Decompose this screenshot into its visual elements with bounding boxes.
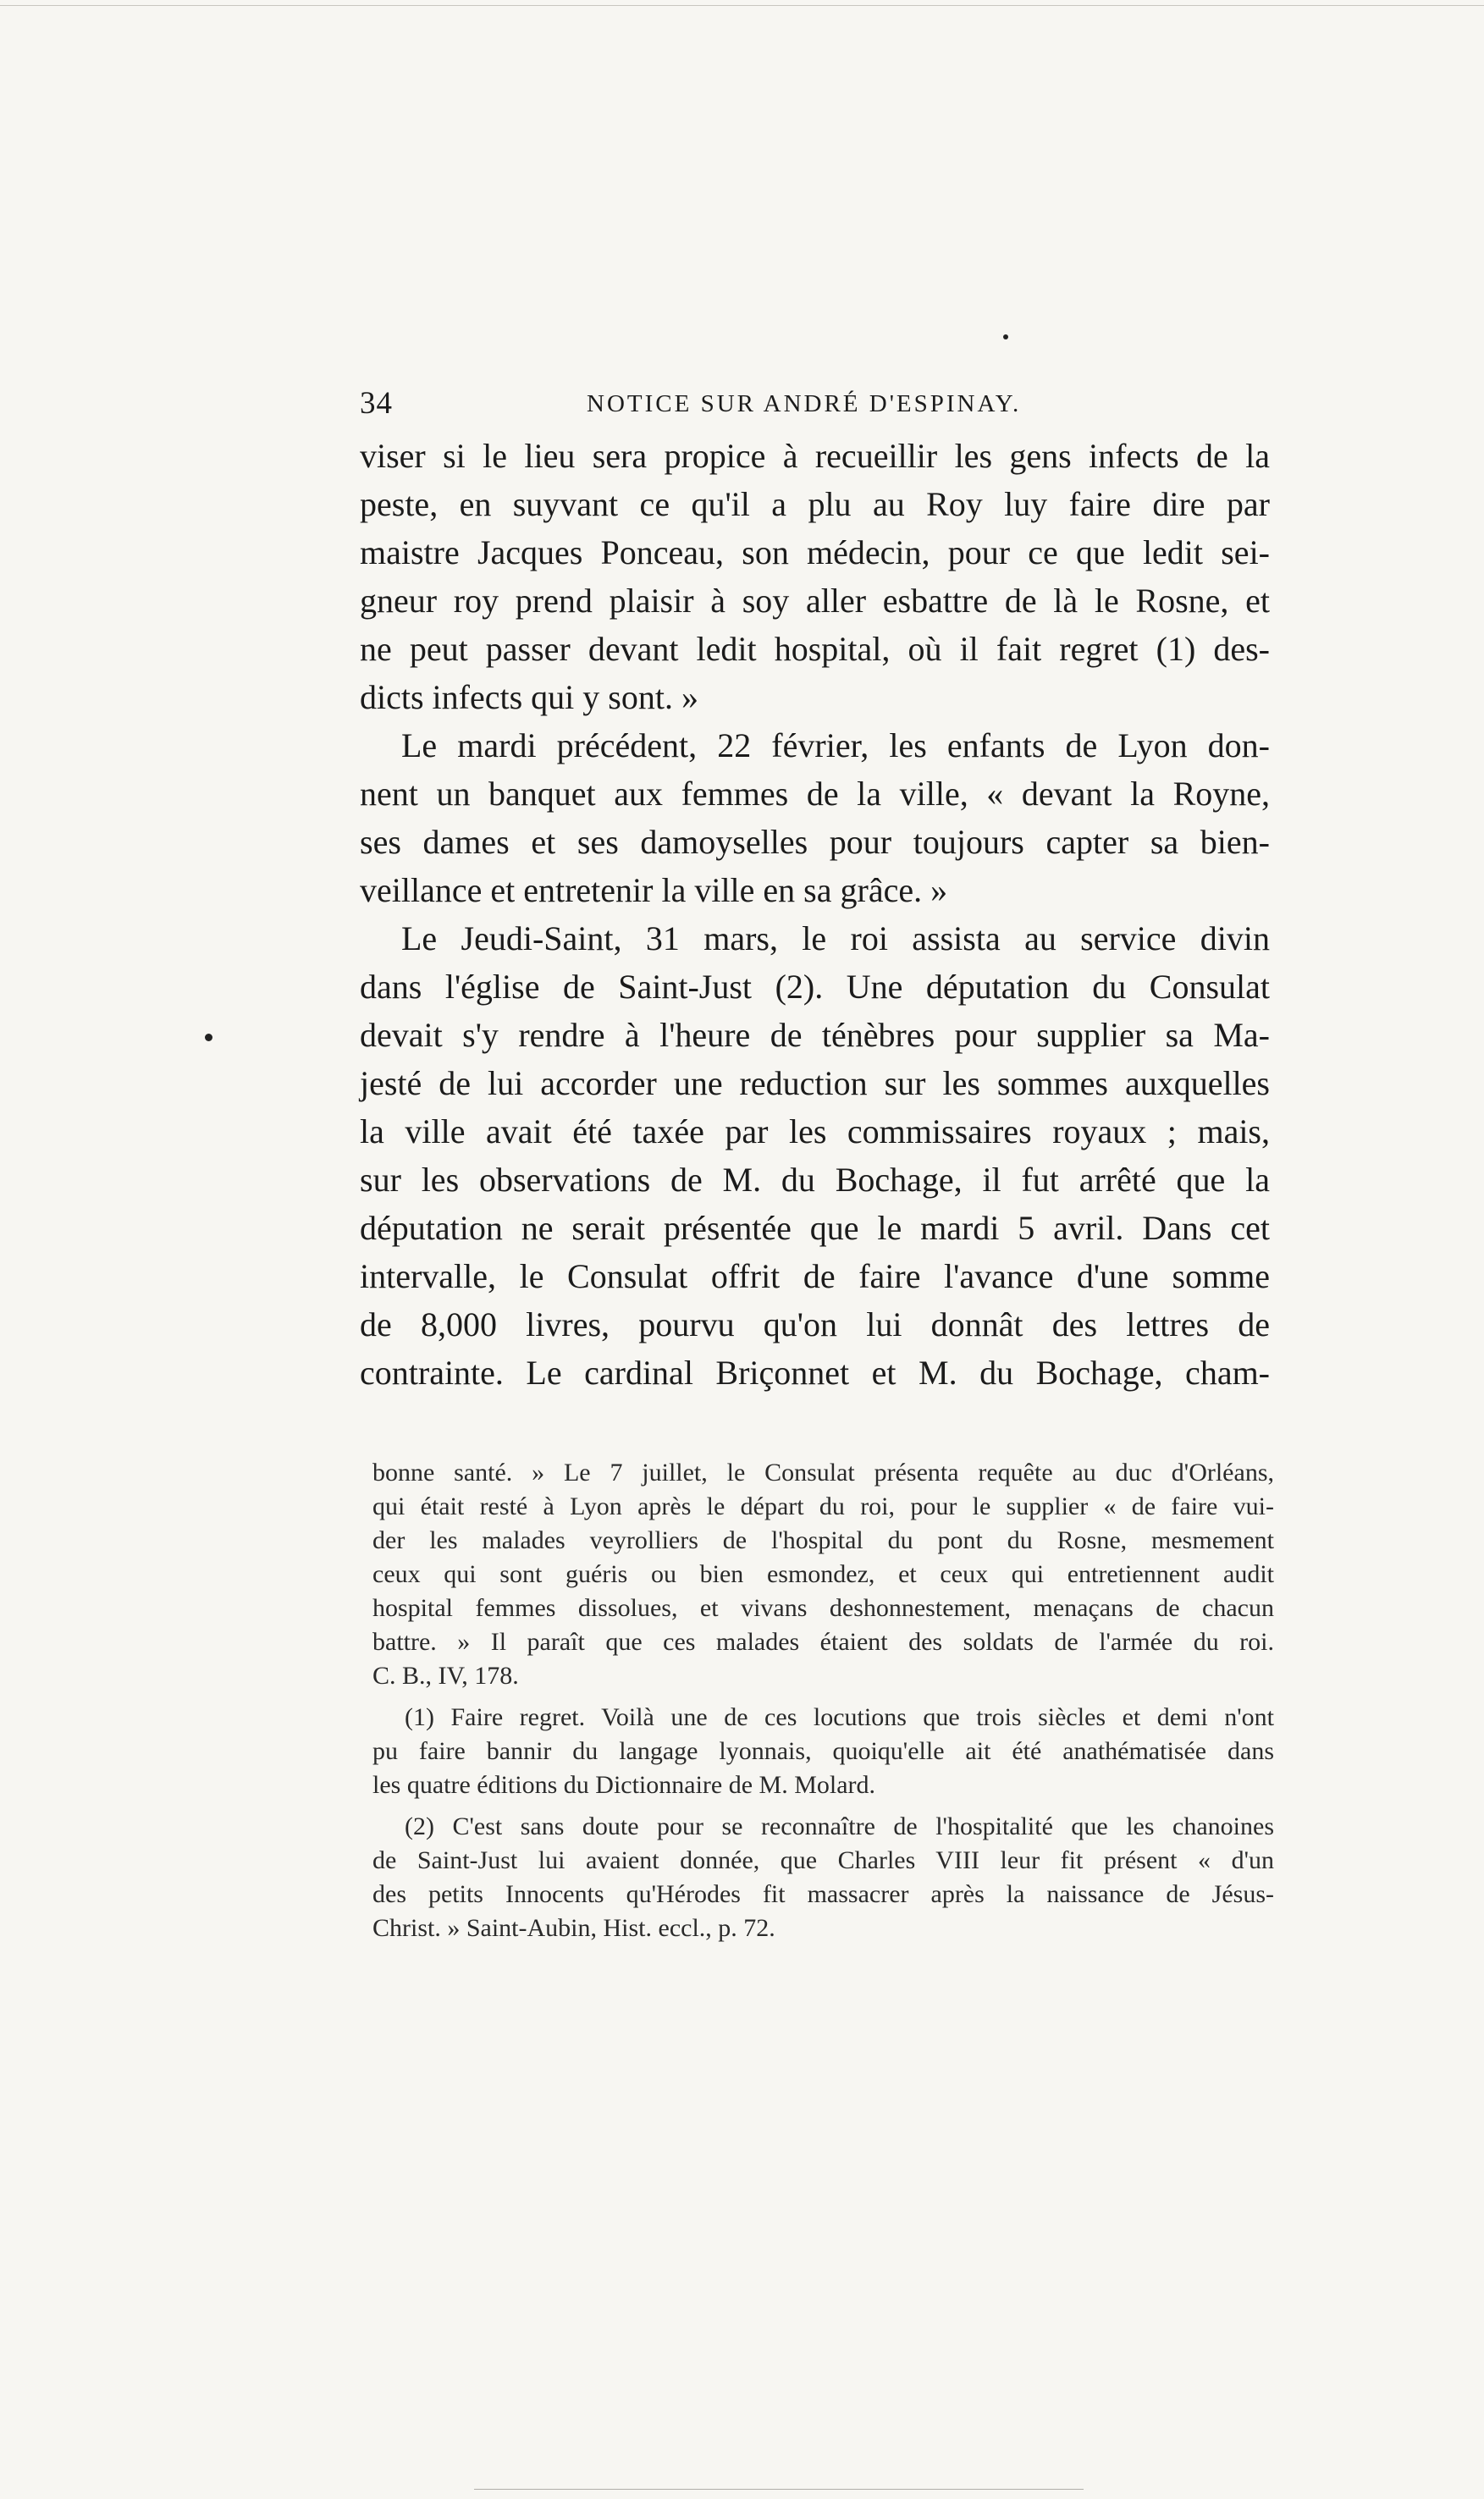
page-number: 34	[360, 386, 393, 421]
ink-speck	[205, 1034, 212, 1041]
footnote-line: battre. » Il paraît que ces malades étaient des soldats de l'armée du roi.	[372, 1628, 1274, 1656]
footnote-line: (2) C'est sans doute pour se reconnaître de l'hospitalité que les chanoines	[405, 1812, 1274, 1840]
footnote-line: C. B., IV, 178.	[372, 1662, 519, 1690]
footnote-line: Christ. » Saint-Aubin, Hist. eccl., p. 72.	[372, 1914, 775, 1942]
body-line: nent un banquet aux femmes de la ville, « devant la Royne,	[360, 775, 1270, 813]
body-line: dicts infects qui y sont. »	[360, 678, 698, 716]
footnote-line: bonne santé. » Le 7 juillet, le Consulat présenta requête au duc d'Orléans,	[372, 1459, 1274, 1487]
footnote-line: pu faire bannir du langage lyonnais, quoiqu'elle ait été anathématisée dans	[372, 1737, 1274, 1765]
footnote-line: les quatre éditions du Dictionnaire de M. Molard.	[372, 1771, 876, 1799]
page-header	[360, 385, 1274, 428]
body-line: veillance et entretenir la ville en sa grâce. »	[360, 871, 948, 909]
footnote-line: ceux qui sont guéris ou bien esmondez, et ceux qui entretiennent audit	[372, 1560, 1274, 1588]
footnote-line: de Saint-Just lui avaient donnée, que Charles VIII leur fit présent « d'un	[372, 1846, 1274, 1874]
body-line: la ville avait été taxée par les commissaires royaux ; mais,	[360, 1112, 1270, 1150]
body-line: de 8,000 livres, pourvu qu'on lui donnât des lettres de	[360, 1305, 1270, 1343]
body-line: ne peut passer devant ledit hospital, où il fait regret (1) des-	[360, 630, 1270, 668]
footnote-spacer	[372, 1802, 1274, 1810]
body-line: jesté de lui accorder une reduction sur les sommes auxquelles	[360, 1064, 1270, 1102]
ink-speck	[1003, 334, 1008, 339]
footnote-line: der les malades veyrolliers de l'hospital du pont du Rosne, mesmement	[372, 1526, 1274, 1554]
body-line: peste, en suyvant ce qu'il a plu au Roy luy faire dire par	[360, 485, 1270, 523]
body-line: dans l'église de Saint-Just (2). Une députation du Consulat	[360, 968, 1270, 1006]
running-title: NOTICE SUR ANDRÉ D'ESPINAY.	[587, 390, 1022, 417]
body-line: Le mardi précédent, 22 février, les enfants de Lyon don-	[401, 726, 1270, 764]
footnote-line: qui était resté à Lyon après le départ du roi, pour le supplier « de faire vui-	[372, 1492, 1274, 1520]
footnote-line: (1) Faire regret. Voilà une de ces locutions que trois siècles et demi n'ont	[405, 1703, 1274, 1731]
body-line: ses dames et ses damoyselles pour toujours capter sa bien-	[360, 823, 1270, 861]
body-line: contrainte. Le cardinal Briçonnet et M. du Bochage, cham-	[360, 1354, 1270, 1392]
footnote-line: hospital femmes dissolues, et vivans deshonnestement, menaçans de chacun	[372, 1594, 1274, 1622]
body-line: gneur roy prend plaisir à soy aller esbattre de là le Rosne, et	[360, 582, 1270, 620]
body-line: intervalle, le Consulat offrit de faire l'avance d'une somme	[360, 1257, 1270, 1295]
bottom-border-line	[474, 2489, 1084, 2490]
top-border-line	[0, 5, 1484, 6]
footnote-line: des petits Innocents qu'Hérodes fit massacrer après la naissance de Jésus-	[372, 1880, 1274, 1908]
body-line: viser si le lieu sera propice à recueillir les gens infects de la	[360, 437, 1270, 475]
body-line: devait s'y rendre à l'heure de ténèbres pour supplier sa Ma-	[360, 1016, 1270, 1054]
footnotes	[372, 1456, 1274, 1945]
body-line: députation ne serait présentée que le mardi 5 avril. Dans cet	[360, 1209, 1270, 1247]
body-line: Le Jeudi-Saint, 31 mars, le roi assista au service divin	[401, 919, 1270, 957]
main-text	[360, 432, 1270, 1397]
body-line: sur les observations de M. du Bochage, il fut arrêté que la	[360, 1161, 1270, 1199]
body-line: maistre Jacques Ponceau, son médecin, pour ce que ledit sei-	[360, 533, 1270, 571]
footnote-spacer	[372, 1693, 1274, 1701]
